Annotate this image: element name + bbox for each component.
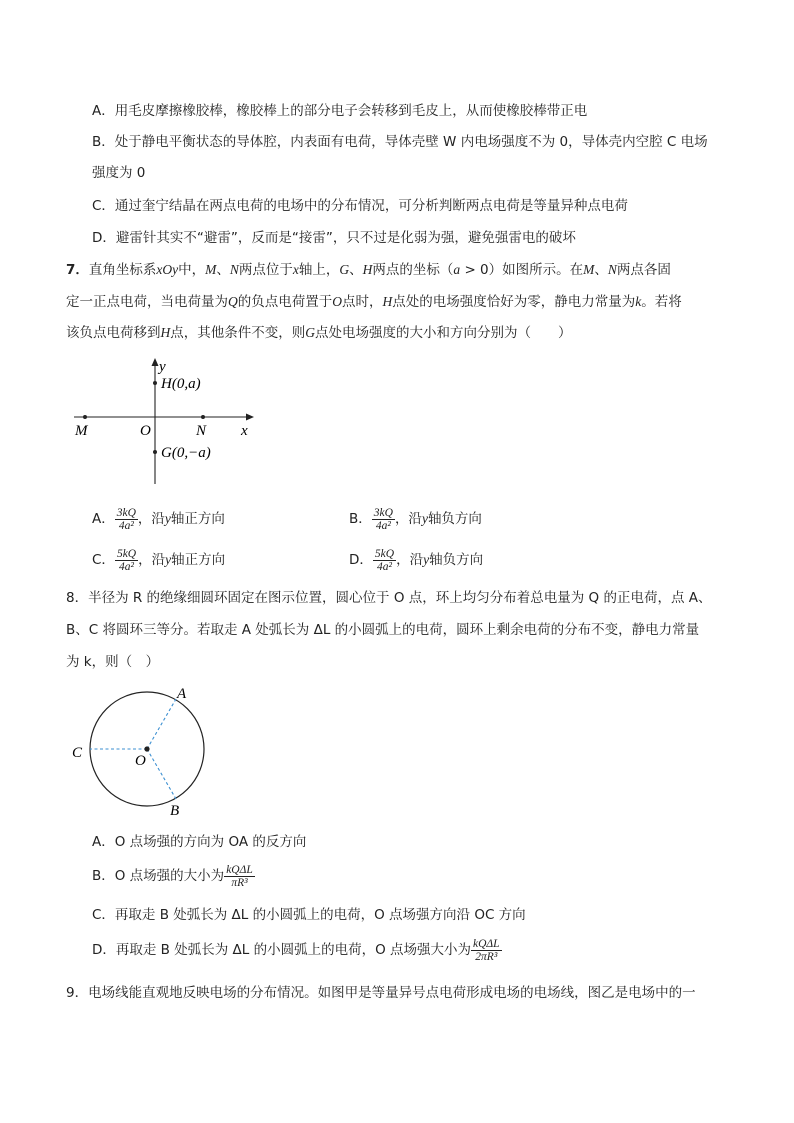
q7-option-d: D． $\frac{5kQ}{\text{4a²}}$ ，沿y轴负方向 xyxy=(349,547,484,573)
fraction: $\frac{3kQ}{\text{4a²}}$ xyxy=(116,506,136,532)
q8-ring-figure xyxy=(66,683,226,823)
q8-option-a: A．O 点场强的方向为 OA 的反方向 xyxy=(92,834,307,850)
g-label: G(0,−a) xyxy=(161,445,211,461)
fraction: $\frac{\text{kQΔL}}{\text{2πR³}}$ xyxy=(473,937,500,963)
q8-option-c: C．再取走 B 处弧长为 ΔL 的小圆弧上的电荷，O 点场强方向沿 OC 方向 xyxy=(92,907,526,923)
x-axis-arrow xyxy=(246,414,254,421)
q8-stem-line2: B、C 将圆环三等分。若取走 A 处弧长为 ΔL 的小圆弧上的电荷，圆环上剩余电荷的分布不变，静电力常量 xyxy=(66,622,700,638)
radius-ob xyxy=(147,749,176,799)
x-axis-label: x xyxy=(241,423,248,439)
q6-option-a: A．用毛皮摩擦橡胶棒，橡胶棒上的部分电子会转移到毛皮上，从而使橡胶棒带正电 xyxy=(92,103,588,119)
fraction: $\frac{\text{kQΔL}}{\text{πR³}}$ xyxy=(226,863,253,889)
q8-option-d: D．再取走 B 处弧长为 ΔL 的小圆弧上的电荷，O 点场强大小为 $\frac{\text{kQΔL}}{\text{2πR³}}$ xyxy=(92,937,500,963)
q8-option-b: B．O 点场强的大小为 $\frac{\text{kQΔL}}{\text{πR³}}$ xyxy=(92,863,253,889)
q6-option-b-cont: 强度为 0 xyxy=(92,165,146,181)
radius-oa xyxy=(147,699,176,749)
q9-stem-line1: 9．电场线能直观地反映电场的分布情况。如图甲是等量异号点电荷形成电场的电场线，图乙是电场中的一 xyxy=(66,985,696,1001)
n-label: N xyxy=(196,423,207,439)
fraction: $\frac{5kQ}{\text{4a²}}$ xyxy=(116,547,137,573)
q7-option-b: B． $\frac{3kQ}{\text{4a²}}$ ，沿y轴负方向 xyxy=(349,506,482,532)
point-n xyxy=(201,415,205,419)
point-g xyxy=(153,450,157,454)
label-c: C xyxy=(72,745,83,761)
q7-coordinate-figure xyxy=(66,352,266,492)
q6-option-b: B．处于静电平衡状态的导体腔，内表面有电荷，导体壳壁 W 内电场强度不为 0，导体壳内空腔 C 电场 xyxy=(92,134,708,150)
label-b: B xyxy=(170,803,180,819)
q6-option-c: C．通过奎宁结晶在两点电荷的电场中的分布情况，可分析判断两点电荷是等量异种点电荷 xyxy=(92,198,628,214)
h-label: H(0,a) xyxy=(161,376,201,392)
y-axis-arrow xyxy=(152,358,159,366)
y-axis-label: y xyxy=(159,359,166,375)
q8-stem-line3: 为 k，则（ ） xyxy=(66,654,160,670)
o-label: O xyxy=(140,423,151,439)
q6-option-d: D．避雷针其实不“避雷”，反而是“接雷”，只不过是化弱为强，避免强雷电的破坏 xyxy=(92,230,576,246)
m-label: M xyxy=(75,423,88,439)
center-point xyxy=(144,746,149,751)
q7-option-c: C． $\frac{5kQ}{\text{4a²}}$ ，沿y轴正方向 xyxy=(92,547,226,573)
point-m xyxy=(83,415,87,419)
fraction: $\frac{5kQ}{\text{4a²}}$ xyxy=(374,547,395,573)
q8-stem-line1: 8．半径为 R 的绝缘细圆环固定在图示位置，圆心位于 O 点，环上均匀分布着总电量为 Q 的正电荷，点 A、 xyxy=(66,590,712,606)
label-o: O xyxy=(135,753,146,769)
point-h xyxy=(153,381,157,385)
q7-stem-line1: 7．直角坐标系xOy中，M、N两点位于x轴上，G、H两点的坐标（a > 0）如图所示。在M、N两点各固 xyxy=(66,262,671,278)
q7-option-a: A． $\frac{3kQ}{\text{4a²}}$ ，沿y轴正方向 xyxy=(92,506,225,532)
q7-stem-line2: 定一正点电荷，当电荷量为Q的负点电荷置于O点时，H点处的电场强度恰好为零，静电力常量为k。若将 xyxy=(66,294,682,310)
q7-stem-line3: 该负点电荷移到H点，其他条件不变，则G点处电场强度的大小和方向分别为（ ） xyxy=(66,325,572,341)
label-a: A xyxy=(177,686,187,702)
fraction: $\frac{3kQ}{\text{4a²}}$ xyxy=(373,506,393,532)
